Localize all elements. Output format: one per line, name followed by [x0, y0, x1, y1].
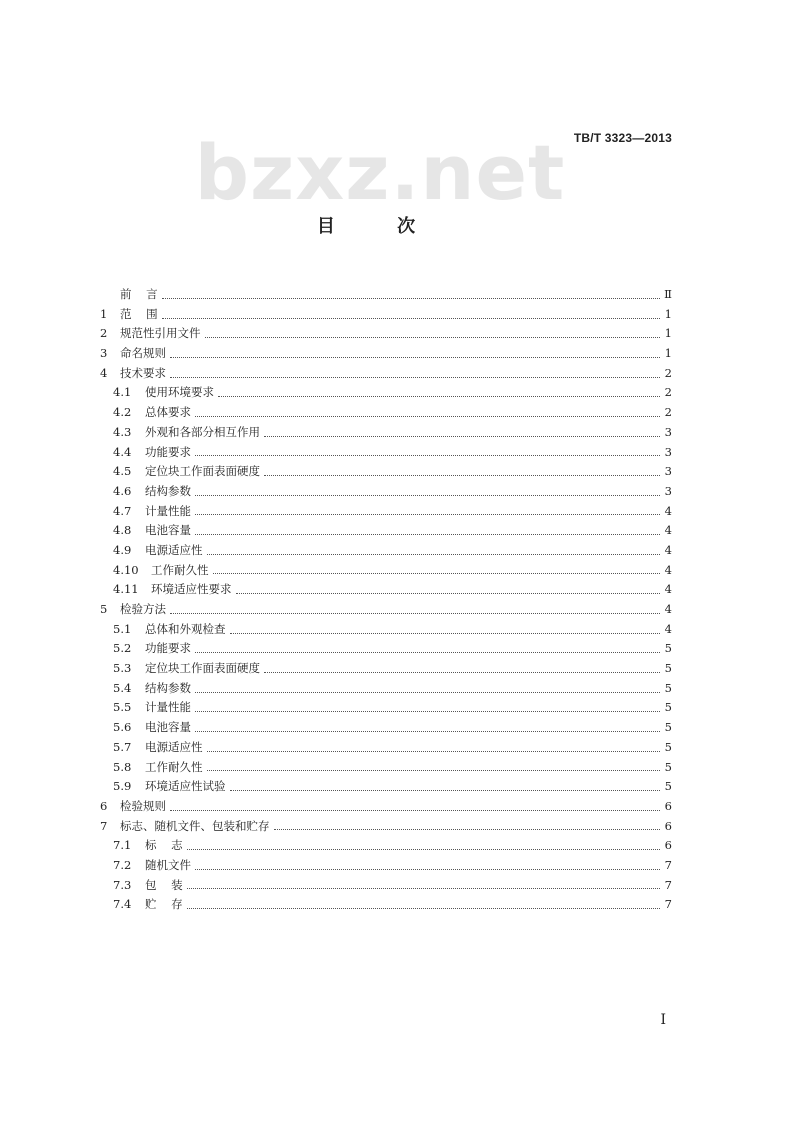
- toc-entry-label: 总体和外观检查: [145, 621, 226, 636]
- toc-entry-number: 5.3: [113, 661, 132, 676]
- toc-entry-number: 4.10: [113, 562, 139, 577]
- toc-dot-leader: [170, 356, 660, 358]
- toc-entry[interactable]: [100, 679, 672, 699]
- toc-entry-number: 4.3: [113, 424, 132, 439]
- toc-entry-number: 5: [100, 602, 108, 616]
- toc-entry[interactable]: [100, 502, 672, 522]
- toc-entry-page: 1: [664, 306, 672, 321]
- toc-entry-number: 4.11: [113, 582, 139, 597]
- toc-dot-leader: [195, 494, 660, 496]
- toc-dot-leader: [195, 533, 660, 535]
- toc-entry-number: 5.1: [113, 621, 132, 636]
- toc-entry-page: Ⅱ: [664, 287, 672, 301]
- toc-dot-leader: [207, 553, 661, 555]
- toc-dot-leader: [236, 592, 661, 594]
- toc-entry[interactable]: [100, 836, 672, 856]
- toc-entry-page: 4: [664, 582, 672, 597]
- toc-entry[interactable]: [100, 580, 672, 600]
- toc-entry-number: 4.7: [113, 503, 132, 518]
- toc-entry[interactable]: [100, 777, 672, 797]
- toc-dot-leader: [230, 789, 661, 791]
- toc-entry[interactable]: [100, 344, 672, 364]
- toc-entry-label: 计量性能: [145, 700, 191, 715]
- toc-entry-page: 4: [664, 503, 672, 518]
- toc-entry-number: 5.4: [113, 680, 132, 695]
- toc-entry-number: 4.5: [113, 464, 132, 479]
- toc-entry[interactable]: [100, 738, 672, 758]
- toc-dot-leader: [170, 809, 660, 811]
- toc-entry-number: 4.9: [113, 542, 132, 557]
- toc-entry-label: 包 装: [145, 877, 183, 892]
- toc-entry-page: 4: [664, 602, 672, 616]
- table-of-contents: [100, 285, 672, 915]
- toc-dot-leader: [195, 691, 660, 693]
- toc-entry-page: 4: [664, 621, 672, 636]
- toc-entry-page: 3: [664, 444, 672, 459]
- toc-entry[interactable]: [100, 639, 672, 659]
- toc-dot-leader: [170, 376, 660, 378]
- toc-entry[interactable]: [100, 758, 672, 778]
- toc-entry-number: 7.4: [113, 897, 132, 912]
- toc-entry-page: 7: [664, 897, 672, 912]
- toc-entry-label: 命名规则: [120, 346, 166, 361]
- toc-entry-number: 1: [100, 306, 108, 321]
- toc-dot-leader: [195, 454, 660, 456]
- toc-entry-number: 3: [100, 346, 108, 361]
- toc-entry-number: 7.3: [113, 877, 132, 892]
- toc-entry-label: 标 志: [145, 838, 183, 853]
- toc-entry-page: 3: [664, 464, 672, 479]
- toc-entry-number: 5.7: [113, 739, 132, 754]
- toc-entry[interactable]: [100, 895, 672, 915]
- toc-entry-number: 5.9: [113, 779, 132, 794]
- toc-dot-leader: [187, 887, 660, 889]
- toc-entry-label: 功能要求: [145, 641, 191, 656]
- toc-entry-label: 检验方法: [120, 602, 166, 616]
- toc-entry-number: 4.6: [113, 483, 132, 498]
- toc-entry[interactable]: [100, 324, 672, 344]
- toc-entry-label: 外观和各部分相互作用: [145, 424, 260, 439]
- toc-entry-number: 4.4: [113, 444, 132, 459]
- toc-entry-number: 7.2: [113, 857, 132, 872]
- toc-entry-page: 7: [664, 877, 672, 892]
- toc-entry[interactable]: [100, 383, 672, 403]
- toc-entry-page: 2: [664, 385, 672, 400]
- document-code: TB/T 3323—2013: [573, 131, 672, 145]
- toc-entry-page: 4: [664, 562, 672, 577]
- toc-dot-leader: [195, 651, 660, 653]
- toc-entry-label: 检验规则: [120, 798, 166, 813]
- toc-entry-page: 6: [664, 818, 672, 833]
- toc-entry-number: 7.1: [113, 838, 132, 853]
- toc-dot-leader: [207, 769, 661, 771]
- toc-dot-leader: [195, 513, 660, 515]
- toc-dot-leader: [205, 336, 661, 338]
- toc-dot-leader: [187, 907, 660, 909]
- toc-entry[interactable]: [100, 561, 672, 581]
- toc-dot-leader: [218, 395, 660, 397]
- toc-entry[interactable]: [100, 305, 672, 325]
- toc-entry-label: 计量性能: [145, 503, 191, 518]
- toc-entry-number: 5.8: [113, 759, 132, 774]
- toc-entry[interactable]: [100, 600, 672, 620]
- toc-entry-number: 6: [100, 798, 108, 813]
- toc-dot-leader: [195, 415, 660, 417]
- toc-entry-number: 2: [100, 326, 108, 341]
- toc-entry-label: 环境适应性试验: [145, 779, 226, 794]
- toc-entry-label: 使用环境要求: [145, 385, 214, 400]
- toc-entry-page: 6: [664, 798, 672, 813]
- toc-entry-page: 5: [664, 700, 672, 715]
- toc-entry-label: 技术要求: [120, 365, 166, 380]
- toc-dot-leader: [195, 730, 660, 732]
- toc-entry-page: 5: [664, 739, 672, 754]
- toc-entry-page: 1: [664, 346, 672, 361]
- toc-dot-leader: [195, 868, 660, 870]
- toc-entry-page: 5: [664, 661, 672, 676]
- toc-entry-number: 4.2: [113, 405, 132, 420]
- toc-entry[interactable]: [100, 443, 672, 463]
- toc-entry-number: 7: [100, 818, 108, 833]
- toc-entry-page: 5: [664, 779, 672, 794]
- toc-entry-label: 环境适应性要求: [151, 582, 232, 597]
- toc-entry-label: 贮 存: [145, 897, 183, 912]
- toc-entry-page: 5: [664, 720, 672, 735]
- toc-entry-number: 5.2: [113, 641, 132, 656]
- toc-entry-label: 结构参数: [145, 483, 191, 498]
- toc-entry[interactable]: [100, 285, 672, 305]
- watermark: bzxz.net: [194, 128, 566, 217]
- toc-entry-page: 2: [664, 365, 672, 380]
- toc-dot-leader: [264, 435, 660, 437]
- toc-entry-page: 2: [664, 405, 672, 420]
- toc-dot-leader: [207, 750, 661, 752]
- toc-entry[interactable]: [100, 521, 672, 541]
- toc-entry[interactable]: [100, 403, 672, 423]
- toc-entry[interactable]: [100, 876, 672, 896]
- toc-entry[interactable]: [100, 620, 672, 640]
- toc-entry[interactable]: [100, 364, 672, 384]
- toc-entry-label: 标志、随机文件、包装和贮存: [120, 818, 270, 833]
- toc-entry-label: 电源适应性: [145, 739, 203, 754]
- toc-entry-page: 3: [664, 424, 672, 439]
- toc-entry[interactable]: [100, 718, 672, 738]
- toc-entry-label: 电池容量: [145, 523, 191, 538]
- toc-dot-leader: [274, 828, 661, 830]
- toc-entry-number: 5.5: [113, 700, 132, 715]
- toc-entry-page: 6: [664, 838, 672, 853]
- toc-entry-label: 前 言: [120, 287, 158, 301]
- toc-entry-label: 范 围: [120, 306, 158, 321]
- page-number: Ⅰ: [660, 1012, 666, 1028]
- toc-entry-page: 4: [664, 542, 672, 557]
- toc-entry-number: 4: [100, 365, 108, 380]
- toc-entry-label: 工作耐久性: [145, 759, 203, 774]
- toc-entry-label: 工作耐久性: [151, 562, 209, 577]
- toc-entry-page: 5: [664, 641, 672, 656]
- toc-dot-leader: [162, 317, 660, 319]
- toc-entry-label: 总体要求: [145, 405, 191, 420]
- toc-dot-leader: [170, 612, 660, 614]
- toc-entry[interactable]: [100, 462, 672, 482]
- toc-entry-page: 3: [664, 483, 672, 498]
- toc-entry[interactable]: [100, 423, 672, 443]
- toc-entry-label: 结构参数: [145, 680, 191, 695]
- toc-entry[interactable]: [100, 817, 672, 837]
- toc-entry-label: 规范性引用文件: [120, 326, 201, 341]
- toc-entry[interactable]: [100, 482, 672, 502]
- toc-entry-label: 电源适应性: [145, 542, 203, 557]
- toc-dot-leader: [195, 710, 660, 712]
- toc-dot-leader: [264, 671, 660, 673]
- toc-title: 目 次: [316, 216, 444, 237]
- toc-entry-number: 4.8: [113, 523, 132, 538]
- toc-entry-page: 7: [664, 857, 672, 872]
- toc-entry-label: 功能要求: [145, 444, 191, 459]
- toc-entry-page: 5: [664, 759, 672, 774]
- toc-entry-number: 4.1: [113, 385, 132, 400]
- toc-entry-page: 4: [664, 523, 672, 538]
- toc-dot-leader: [213, 572, 661, 574]
- toc-entry[interactable]: [100, 659, 672, 679]
- toc-entry-label: 电池容量: [145, 720, 191, 735]
- toc-entry[interactable]: [100, 698, 672, 718]
- toc-entry-page: 5: [664, 680, 672, 695]
- toc-dot-leader: [230, 632, 661, 634]
- toc-entry-label: 定位块工作面表面硬度: [145, 464, 260, 479]
- toc-dot-leader: [187, 848, 660, 850]
- toc-entry-label: 定位块工作面表面硬度: [145, 661, 260, 676]
- toc-entry[interactable]: [100, 797, 672, 817]
- toc-entry-label: 随机文件: [145, 857, 191, 872]
- toc-entry-page: 1: [664, 326, 672, 341]
- toc-entry[interactable]: [100, 541, 672, 561]
- toc-entry-number: 5.6: [113, 720, 132, 735]
- toc-entry[interactable]: [100, 856, 672, 876]
- toc-dot-leader: [162, 297, 660, 299]
- toc-dot-leader: [264, 474, 660, 476]
